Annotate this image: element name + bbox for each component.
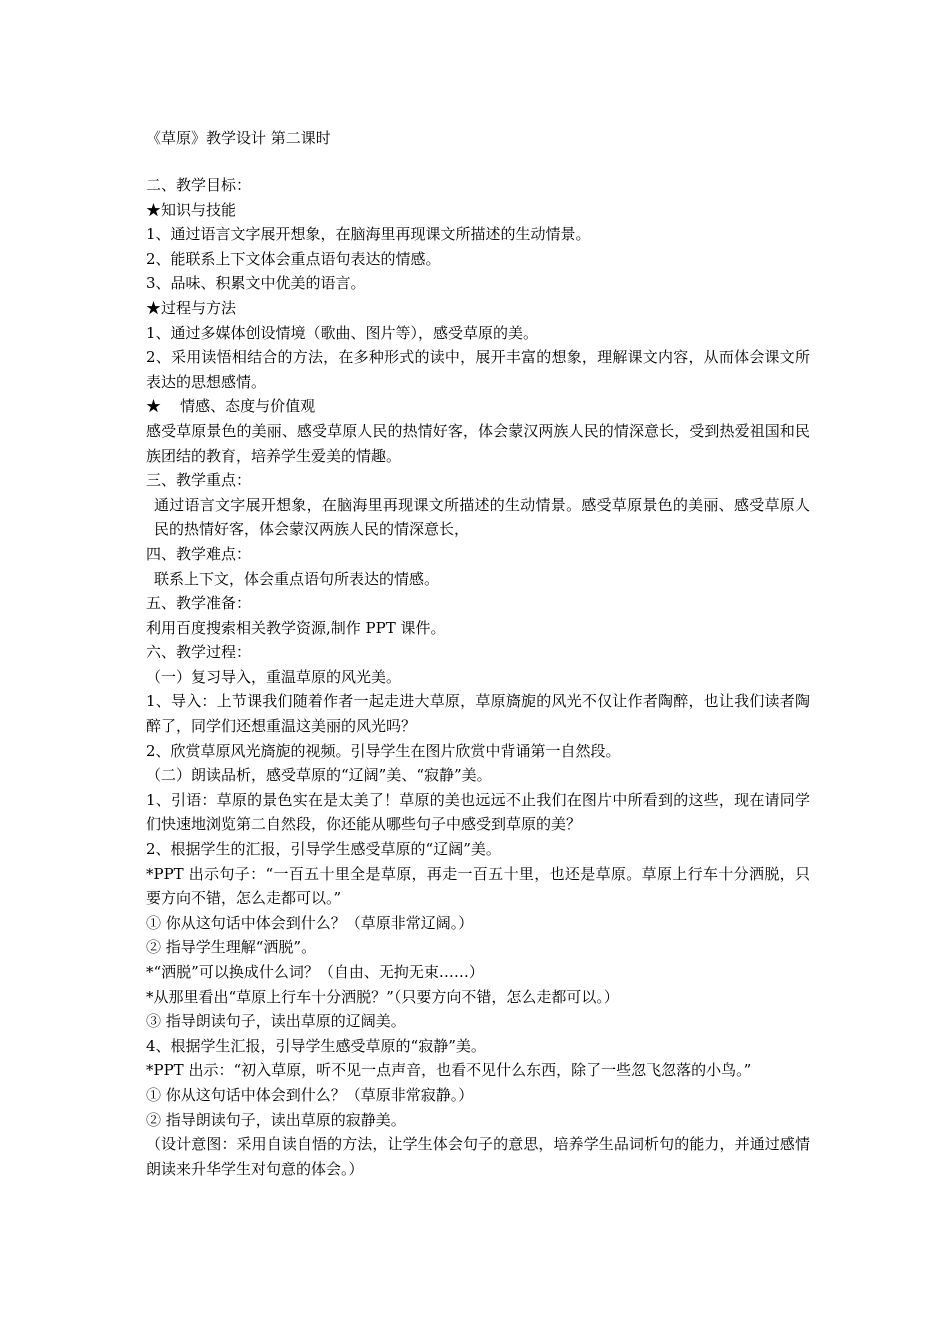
section-heading-process: 六、教学过程： [146, 643, 252, 662]
paragraph: *PPT 出示：“初入草原，听不见一点声音，也看不见什么东西，除了一些忽飞忽落的小鸟。” [146, 1061, 752, 1080]
subsection-heading: （二）朗读品析，感受草原的“辽阔”美、“寂静”美。 [146, 766, 492, 785]
list-item: *“洒脱”可以换成什么词？（自由、无拘无束……） [146, 963, 484, 981]
design-intent-note: （设计意图：采用自读自悟的方法，让学生体会句子的意思，培养学生品词析句的能力，并通过感情朗读来升华学生对句意的体会。） [146, 1135, 810, 1178]
paragraph: *PPT 出示句子：“一百五十里全是草原，再走一百五十里，也还是草原。草原上行车十分洒脱，只要方向不错，怎么走都可以。” [146, 864, 810, 908]
paragraph: 联系上下文，体会重点语句所表达的情感。 [154, 569, 440, 588]
paragraph: 1、引语：草原的景色实在是太美了！草原的美也远远不止我们在图片中所看到的这些，现在请同学们快速地浏览第二自然段，你还能从哪些句子中感受到草原的美？ [146, 790, 810, 834]
document-body [146, 173, 810, 1181]
subheading-knowledge-skills: ★知识与技能 [146, 200, 237, 219]
objective-item: 2、采用读悟相结合的方法，在多种形式的读中，展开丰富的想象，理解课文内容，从而体会课文所表达的思想感情。 [146, 348, 810, 391]
paragraph: 4、根据学生汇报，引导学生感受草原的“寂静”美。 [146, 1036, 486, 1055]
list-item: *从那里看出“草原上行车十分洒脱？”（只要方向不错，怎么走都可以。） [146, 987, 619, 1006]
paragraph: 2、根据学生的汇报，引导学生感受草原的“辽阔”美。 [146, 840, 501, 859]
paragraph: 通过语言文字展开想象，在脑海里再现课文所描述的生动情景。感受草原景色的美丽、感受草原人民的热情好客，体会蒙汉两族人民的情深意长， [154, 495, 810, 539]
objective-item: 1、通过多媒体创设情境（歌曲、图片等），感受草原的美。 [146, 323, 539, 342]
objective-item: 1、通过语言文字展开想象，在脑海里再现课文所描述的生动情景。 [146, 225, 591, 244]
list-item: ① 你从这句话中体会到什么？（草原非常辽阔。） [146, 913, 474, 932]
list-item: ② 指导学生理解“洒脱”。 [146, 938, 317, 957]
list-item: ② 指导朗读句子，读出草原的寂静美。 [146, 1110, 406, 1129]
subheading-emotion-values: ★ 情感、态度与价值观 [146, 397, 316, 416]
paragraph: 感受草原景色的美丽、感受草原人民的热情好客，体会蒙汉两族人民的情深意长，受到热爱祖国和民族团结的教育，培养学生爱美的情趣。 [146, 421, 810, 465]
list-item: ③ 指导朗读句子，读出草原的辽阔美。 [146, 1012, 406, 1031]
list-item: ① 你从这句话中体会到什么？（草原非常寂静。） [146, 1085, 474, 1104]
section-heading-difficulties: 四、教学难点： [146, 544, 252, 563]
objective-item: 2、能联系上下文体会重点语句表达的情感。 [146, 249, 441, 268]
paragraph: 2、欣赏草原风光旖旎的视频。引导学生在图片欣赏中背诵第一自然段。 [146, 741, 621, 760]
subsection-heading: （一）复习导入，重温草原的风光美。 [146, 667, 402, 686]
document-title: 《草原》教学设计 第二课时 [146, 129, 331, 147]
section-heading-preparation: 五、教学准备： [146, 594, 252, 613]
paragraph: 1、导入：上节课我们随着作者一起走进大草原，草原旖旎的风光不仅让作者陶醉，也让我们读者陶醉了，同学们还想重温这美丽的风光吗？ [146, 692, 810, 736]
section-heading-objectives: 二、教学目标： [146, 176, 252, 194]
subheading-process-methods: ★过程与方法 [146, 298, 237, 317]
section-heading-key-points: 三、教学重点： [146, 471, 252, 490]
objective-item: 3、品味、积累文中优美的语言。 [146, 274, 366, 293]
paragraph: 利用百度搜索相关教学资源,制作 PPT 课件。 [146, 618, 446, 637]
